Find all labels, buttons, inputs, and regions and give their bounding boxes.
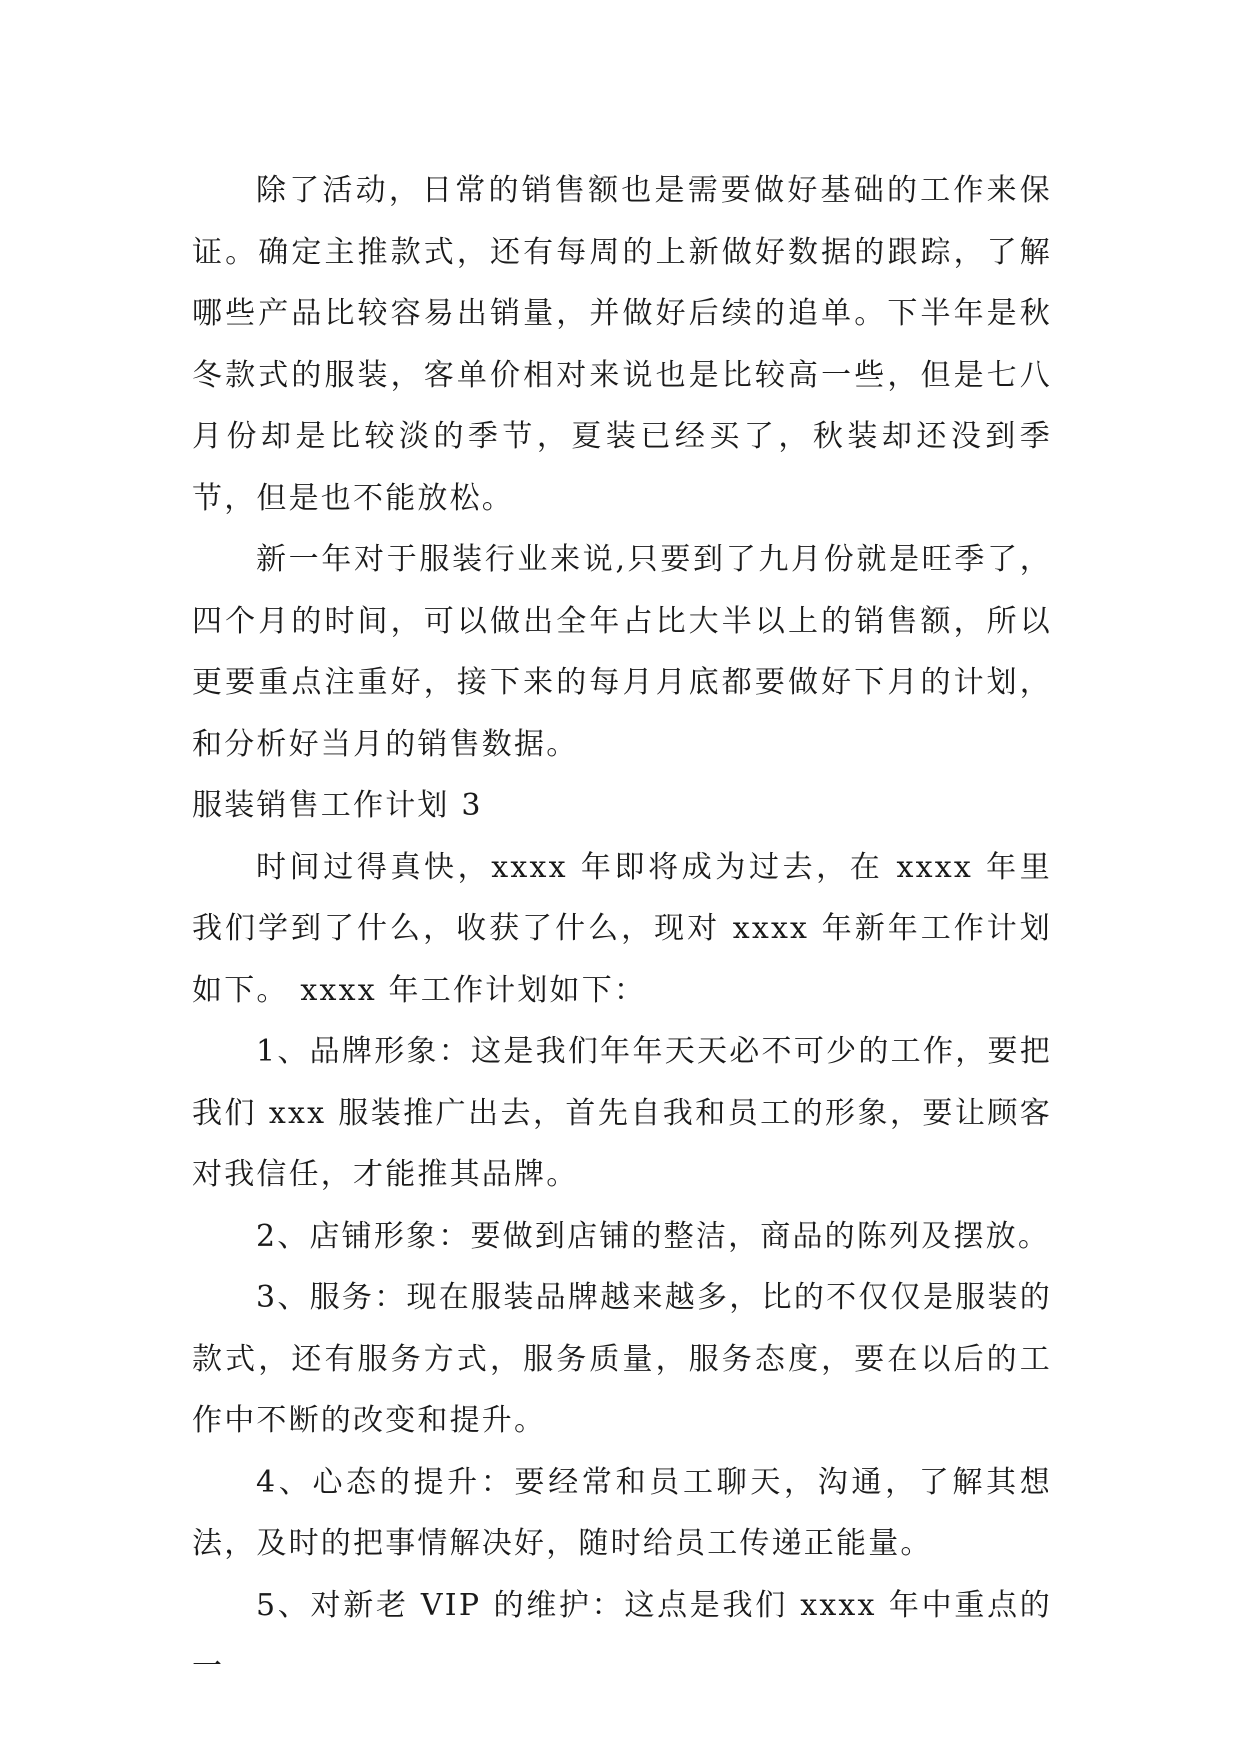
paragraph-vip: 5、对新老 VIP 的维护：这点是我们 xxxx 年中重点的一	[192, 1587, 1052, 1684]
paragraph-peak-season: 新一年对于服装行业来说,只要到了九月份就是旺季了，四个月的时间，可以做出全年占比大半以上的销售额，所以更要重点注重好，接下来的每月月底都要做好下月的计划，和分析好当月的销售数据。	[192, 542, 1052, 762]
section-title: 服装销售工作计划 3	[192, 788, 483, 823]
paragraph-daily-sales: 除了活动，日常的销售额也是需要做好基础的工作来保证。确定主推款式，还有每周的上新做好数据的跟踪，了解哪些产品比较容易出销量，并做好后续的追单。下半年是秋冬款式的服装，客单价相对来说也是比较高一些，但是七八月份却是比较淡的季节，夏装已经买了，秋装却还没到季节，但是也不能放松。	[192, 173, 1052, 516]
document-page	[192, 160, 1052, 1698]
paragraph-mindset: 4、心态的提升：要经常和员工聊天，沟通，了解其想法，及时的把事情解决好，随时给员工传递正能量。	[192, 1464, 1052, 1561]
paragraph-intro: 时间过得真快，xxxx 年即将成为过去，在 xxxx 年里我们学到了什么，收获了什么，现对 xxxx 年新年工作计划如下。 xxxx 年工作计划如下：	[192, 849, 1052, 1008]
paragraph-service: 3、服务：现在服装品牌越来越多，比的不仅仅是服装的款式，还有服务方式，服务质量，服务态度，要在以后的工作中不断的改变和提升。	[192, 1280, 1052, 1438]
paragraph-store-image: 2、店铺形象：要做到店铺的整洁，商品的陈列及摆放。	[256, 1218, 1051, 1254]
paragraph-brand-image: 1、品牌形象：这是我们年年天天必不可少的工作，要把我们 xxx 服装推广出去，首先自我和员工的形象，要让顾客对我信任，才能推其品牌。	[192, 1034, 1052, 1192]
